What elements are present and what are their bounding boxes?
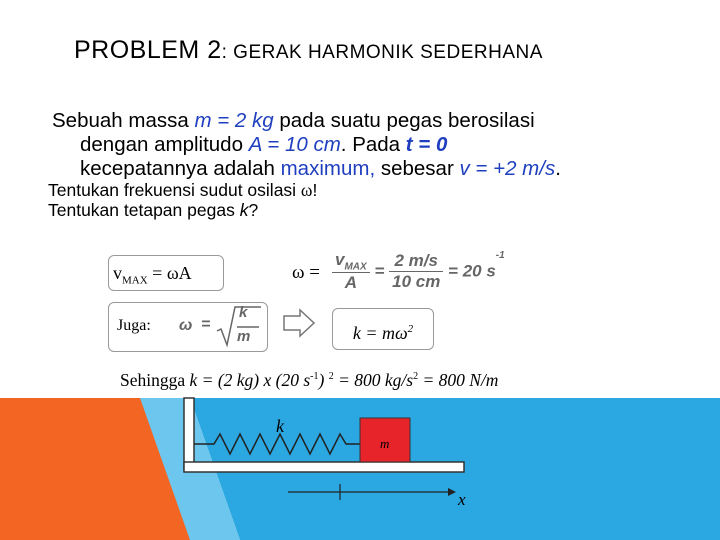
right-arrow-icon — [282, 308, 318, 338]
vmax-over-A: $\frac{v_{MAX}}{A}$ — [332, 250, 370, 293]
spring-constant-label: k — [276, 416, 284, 436]
juga-box: Juga: ω = k m — [108, 302, 268, 352]
problem-line-2: dengan amplitudo A = 10 cm. Pada t = 0 — [80, 133, 448, 156]
wall — [184, 398, 194, 470]
problem-statement — [52, 109, 692, 181]
omega-calculation: $\frac{v_{MAX}}{A}$ = $\frac{2 m/s}{10 cm}$ = 20 $s^{-1}$ — [332, 250, 505, 293]
omega-symbol: ω — [179, 317, 193, 334]
x-axis-arrow-icon — [448, 488, 456, 496]
velocity-over-amplitude: $\frac{2 m/s}{10 cm}$ — [389, 251, 443, 292]
question-1: Tentukan frekuensi sudut osilasi ω! — [48, 180, 318, 200]
k-formula-box: $k = m\omega^2$ — [332, 308, 434, 350]
mass-label: m — [380, 436, 390, 451]
omega-lhs: ω = — [292, 262, 320, 283]
floor — [184, 462, 464, 472]
question-2: Tentukan tetapan pegas k? — [48, 200, 259, 220]
vmax-equation-box: $v_{MAX} = \omega A$ — [108, 255, 224, 291]
x-axis-label: x — [458, 490, 466, 509]
page-title: PROBLEM 2: GERAK HARMONIK SEDERHANA — [74, 36, 543, 64]
spring — [194, 434, 360, 454]
spring-mass-diagram — [180, 396, 480, 516]
problem-line-3: kecepatannya adalah maximum, sebesar v = +2 m/s. — [80, 157, 561, 180]
result-line: Sehingga k = (2 kg) x (20 $s^{-1}$) $^2$ = 800 $kg/s^2 = 800$ N/m — [120, 370, 499, 390]
problem-line-1: Sebuah massa m = 2 kg pada suatu pegas berosilasi — [52, 109, 535, 132]
